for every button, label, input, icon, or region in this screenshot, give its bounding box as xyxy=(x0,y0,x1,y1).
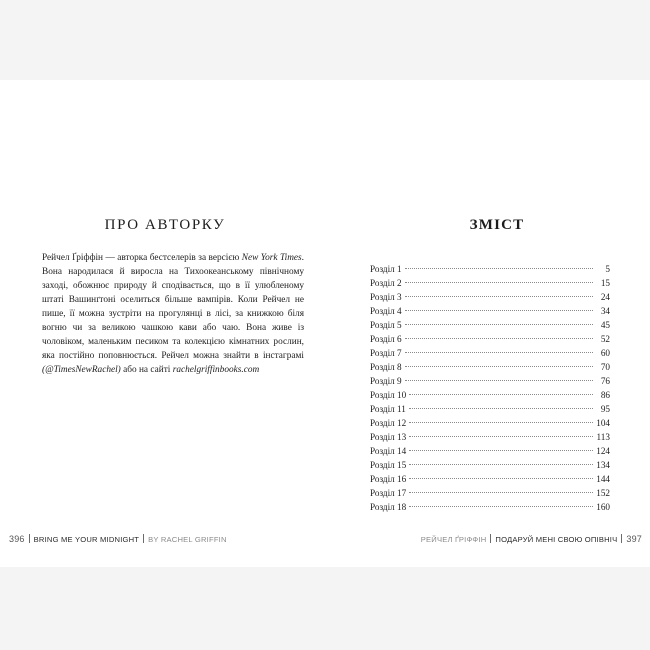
toc-entry xyxy=(370,402,610,416)
toc-page-number: 144 xyxy=(596,474,610,484)
toc-chapter-label: Розділ 8 xyxy=(370,362,402,372)
toc-chapter-label: Розділ 10 xyxy=(370,390,407,400)
left-footer-book-title: BRING ME YOUR MIDNIGHT xyxy=(33,535,140,544)
footer-divider xyxy=(490,534,491,543)
toc-entry xyxy=(370,346,610,360)
contents-heading: ЗМІСТ xyxy=(469,217,525,233)
toc-dot-leader xyxy=(405,310,593,311)
left-page xyxy=(0,80,325,567)
toc-page-number: 152 xyxy=(596,488,610,498)
right-footer-book-title: ПОДАРУЙ МЕНІ СВОЮ ОПІВНІЧ xyxy=(495,535,618,544)
toc-entry xyxy=(370,388,610,402)
bio-text-1: Рейчел Ґріффін — авторка бестселерів за версією xyxy=(42,253,242,263)
toc-chapter-label: Розділ 16 xyxy=(370,474,407,484)
toc-dot-leader xyxy=(409,492,593,493)
about-author-heading: ПРО АВТОРКУ xyxy=(104,217,226,233)
toc-entry xyxy=(370,430,610,444)
toc-entry xyxy=(370,458,610,472)
toc-entry xyxy=(370,318,610,332)
toc-dot-leader xyxy=(409,450,593,451)
toc-entry xyxy=(370,374,610,388)
toc-dot-leader xyxy=(409,478,593,479)
toc-page-number: 34 xyxy=(600,306,610,316)
toc-page-number: 104 xyxy=(596,418,610,428)
toc-dot-leader xyxy=(409,436,593,437)
right-page xyxy=(325,80,650,567)
toc-dot-leader xyxy=(405,366,593,367)
toc-dot-leader xyxy=(405,338,593,339)
toc-entry xyxy=(370,360,610,374)
toc-dot-leader xyxy=(409,422,593,423)
toc-entry xyxy=(370,304,610,318)
toc-entry xyxy=(370,276,610,290)
toc-chapter-label: Розділ 17 xyxy=(370,488,407,498)
toc-page-number: 15 xyxy=(600,278,610,288)
toc-page-number: 24 xyxy=(600,292,610,302)
toc-chapter-label: Розділ 18 xyxy=(370,502,407,512)
toc-dot-leader xyxy=(409,408,593,409)
right-running-footer xyxy=(421,534,642,544)
toc-dot-leader xyxy=(409,464,593,465)
toc-dot-leader xyxy=(405,380,593,381)
toc-entry xyxy=(370,332,610,346)
toc-page-number: 124 xyxy=(596,446,610,456)
toc-page-number: 95 xyxy=(600,404,610,414)
left-running-footer xyxy=(9,534,227,544)
toc-page-number: 86 xyxy=(600,390,610,400)
bio-text-3: або на сайті xyxy=(120,365,173,375)
toc-page-number: 60 xyxy=(600,348,610,358)
toc-chapter-label: Розділ 4 xyxy=(370,306,402,316)
toc-page-number: 70 xyxy=(600,362,610,372)
footer-divider xyxy=(143,534,144,543)
left-footer-author: BY RACHEL GRIFFIN xyxy=(148,535,227,544)
right-page-number: 397 xyxy=(626,534,642,544)
toc-page-number: 5 xyxy=(605,264,610,274)
toc-chapter-label: Розділ 14 xyxy=(370,446,407,456)
toc-chapter-label: Розділ 13 xyxy=(370,432,407,442)
bio-text-2: . Вона народилася й виросла на Тихоокеанському північному заході, обожнює природу й сподівається, що в її улюбленому штаті Вашинґтоні оселиться більше вампірів. Коли Рейчел не пише, її можна зустріти на прогулянці в лісі, за книжкою біля вогню чи за великою чашкою кави або чаю. Вона живе із чоловіком, маленьким песиком та колекцією кімнатних рослин, яка постійно поповнюється. Рейчел можна знайти в інстаграмі xyxy=(42,253,304,361)
toc-chapter-label: Розділ 7 xyxy=(370,348,402,358)
toc-chapter-label: Розділ 11 xyxy=(370,404,406,414)
toc-entry xyxy=(370,290,610,304)
toc-page-number: 134 xyxy=(596,460,610,470)
toc-chapter-label: Розділ 5 xyxy=(370,320,402,330)
author-website: rachelgriffinbooks.com xyxy=(172,365,260,375)
footer-divider xyxy=(621,534,622,543)
toc-dot-leader xyxy=(405,324,593,325)
left-page-number: 396 xyxy=(9,534,25,544)
toc-page-number: 113 xyxy=(596,432,610,442)
toc-chapter-label: Розділ 1 xyxy=(370,264,402,274)
instagram-handle: (@TimesNewRachel) xyxy=(42,365,121,375)
right-footer-author: РЕЙЧЕЛ ҐРІФФІН xyxy=(420,535,487,544)
toc-dot-leader xyxy=(405,268,593,269)
toc-entry xyxy=(370,444,610,458)
author-bio xyxy=(42,251,304,377)
toc-entry xyxy=(370,500,610,514)
nyt-title: New York Times xyxy=(241,253,302,263)
toc-page-number: 160 xyxy=(596,502,610,512)
table-of-contents xyxy=(370,262,610,514)
toc-chapter-label: Розділ 12 xyxy=(370,418,407,428)
toc-chapter-label: Розділ 6 xyxy=(370,334,402,344)
toc-dot-leader xyxy=(409,506,593,507)
toc-dot-leader xyxy=(409,394,593,395)
toc-entry xyxy=(370,472,610,486)
toc-dot-leader xyxy=(405,296,593,297)
toc-entry xyxy=(370,416,610,430)
toc-chapter-label: Розділ 3 xyxy=(370,292,402,302)
toc-page-number: 76 xyxy=(600,376,610,386)
toc-chapter-label: Розділ 9 xyxy=(370,376,402,386)
toc-dot-leader xyxy=(405,282,593,283)
footer-divider xyxy=(29,534,30,543)
toc-page-number: 45 xyxy=(600,320,610,330)
toc-chapter-label: Розділ 2 xyxy=(370,278,402,288)
book-spread xyxy=(0,80,650,567)
toc-entry xyxy=(370,262,610,276)
toc-dot-leader xyxy=(405,352,593,353)
toc-page-number: 52 xyxy=(600,334,610,344)
toc-chapter-label: Розділ 15 xyxy=(370,460,407,470)
toc-entry xyxy=(370,486,610,500)
